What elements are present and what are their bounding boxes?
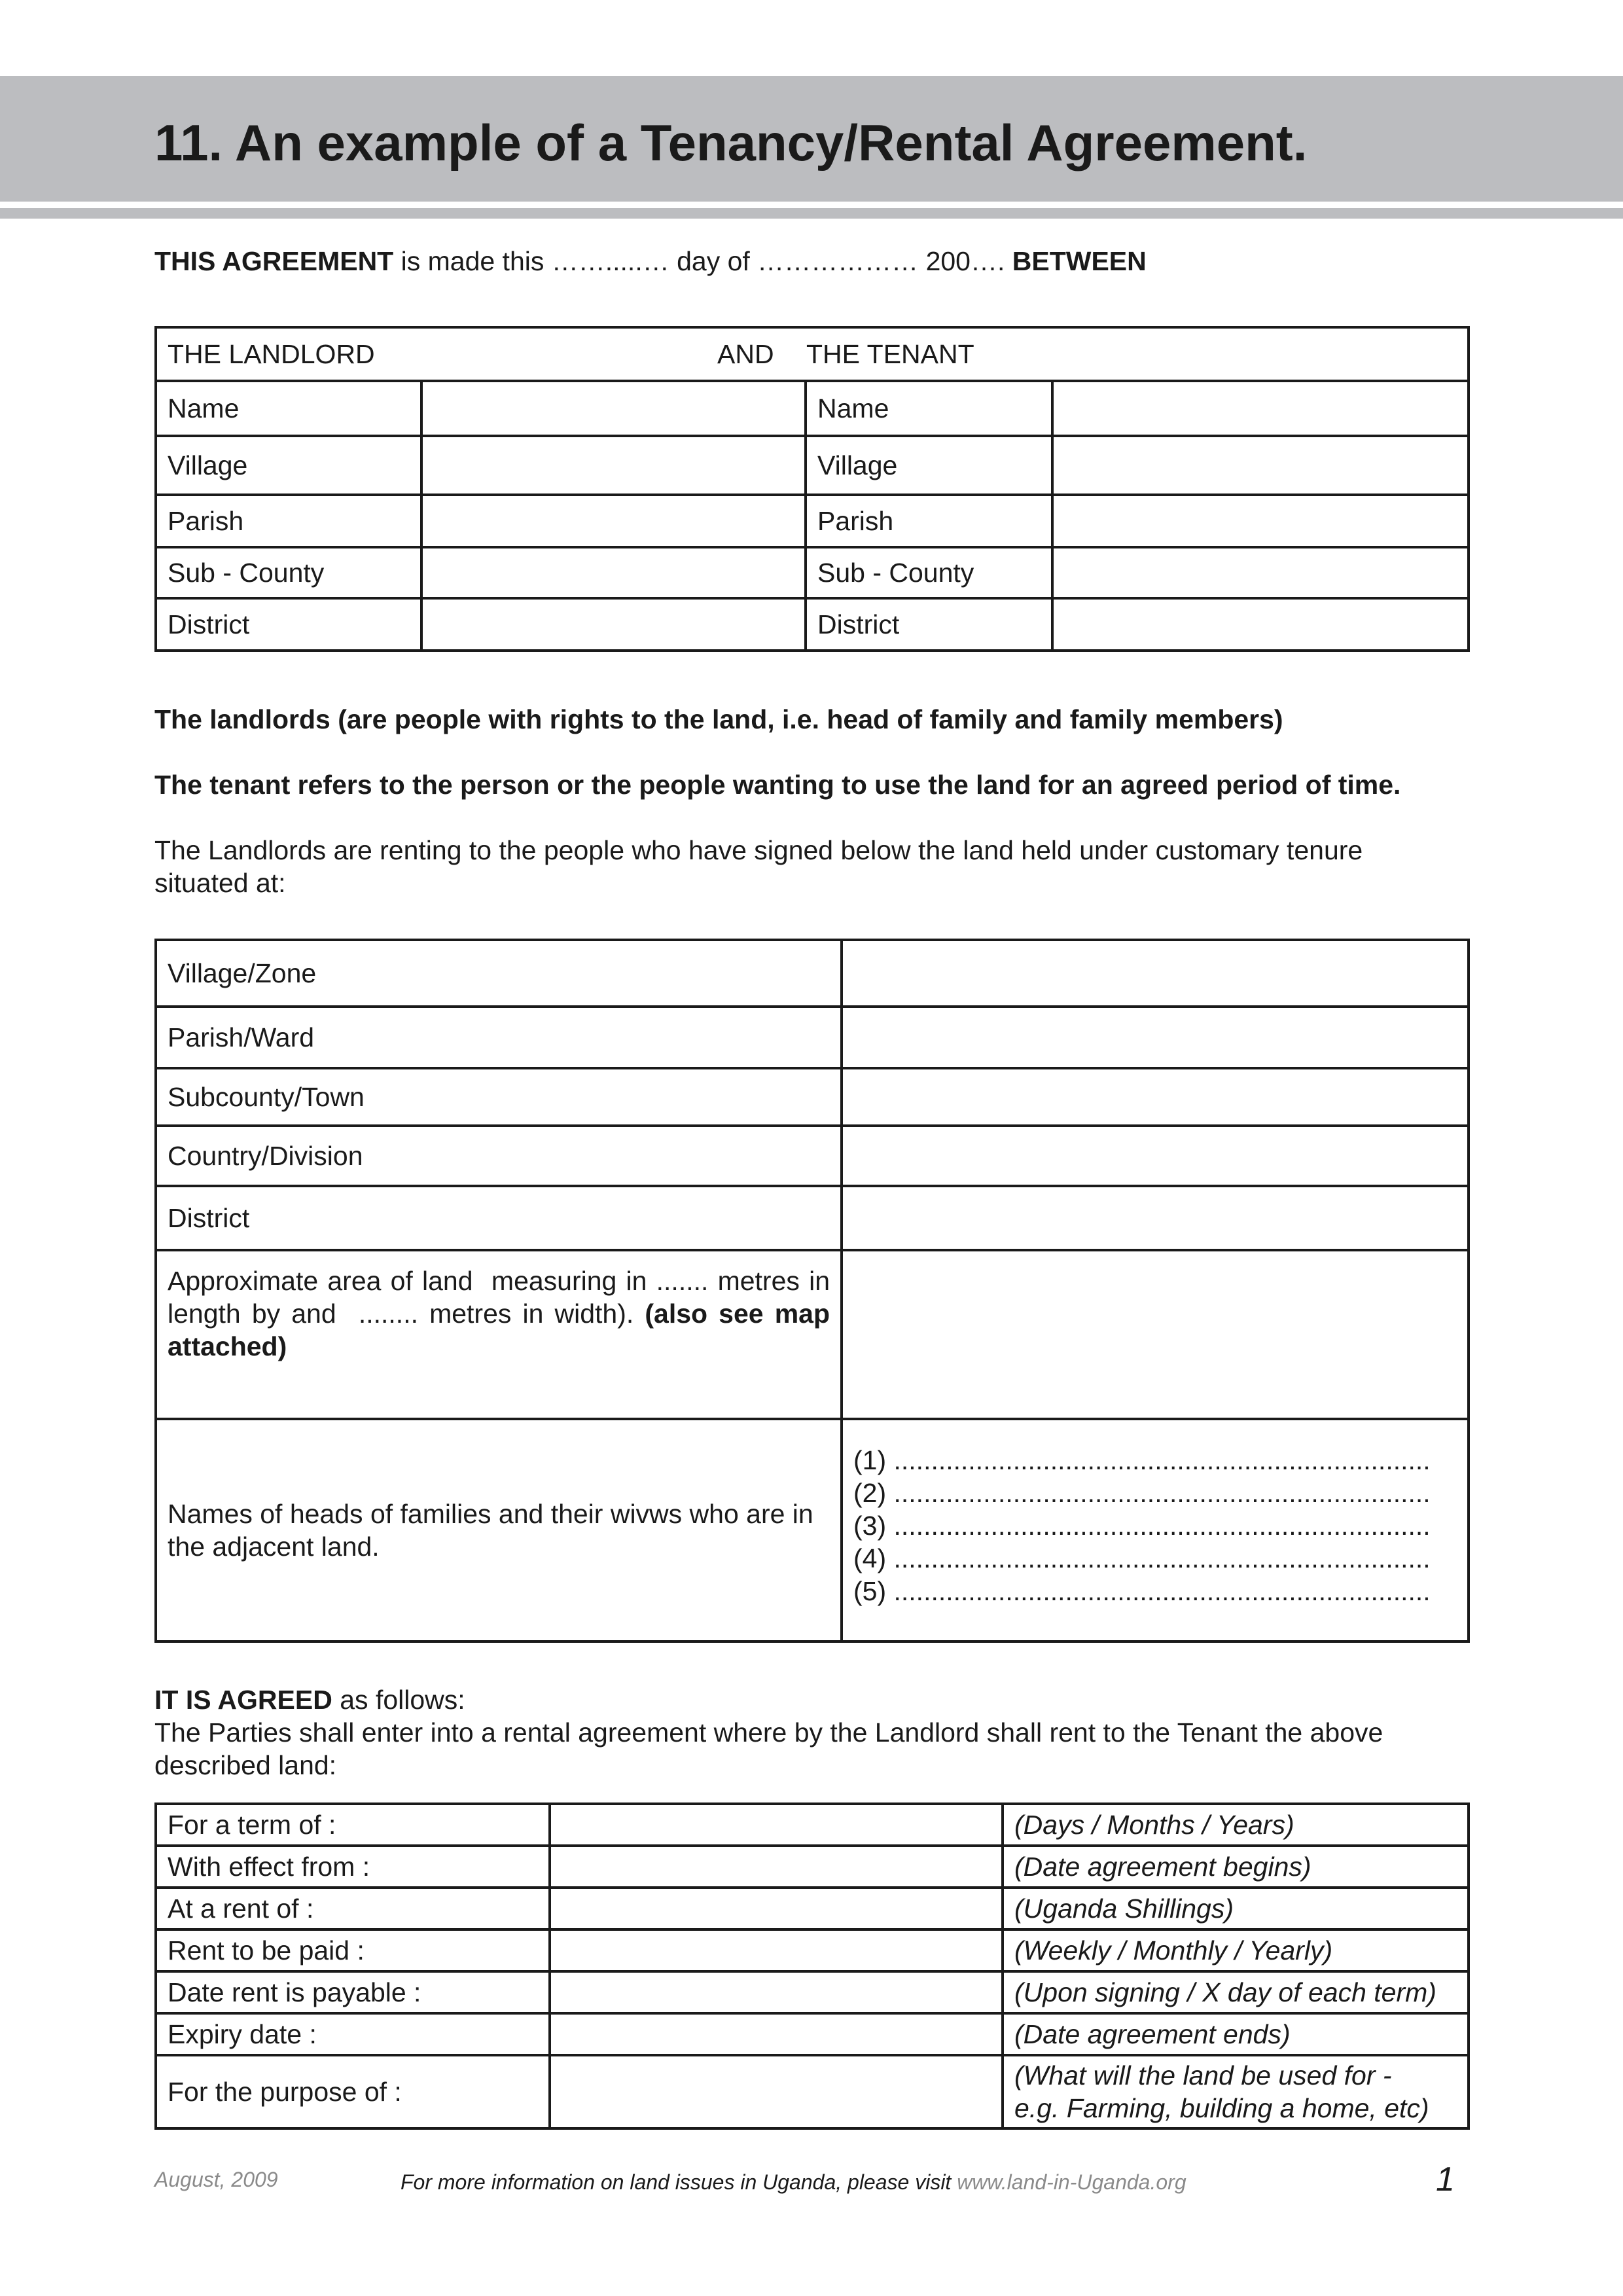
tenant-district-field[interactable] xyxy=(1052,598,1469,651)
purpose-label: For the purpose of : xyxy=(156,2055,550,2128)
intro-line xyxy=(154,245,1147,278)
and-label: AND xyxy=(717,339,774,369)
term-row xyxy=(156,1846,1469,1888)
effect-from-label: With effect from : xyxy=(156,1846,550,1888)
party-row xyxy=(156,436,1469,495)
area-text: Approximate area of land measuring in ....... metres in length by and ........ metres in width). xyxy=(168,1266,838,1329)
rent-frequency-label: Rent to be paid : xyxy=(156,1929,550,1971)
renting-line-2: situated at: xyxy=(154,868,286,898)
tenant-header: THE TENANT xyxy=(806,339,974,369)
neighbours-list xyxy=(842,1419,1469,1641)
payable-date-field[interactable] xyxy=(550,1971,1003,2013)
party-row xyxy=(156,381,1469,436)
area-row xyxy=(156,1250,1469,1419)
footer-date: August, 2009 xyxy=(154,2168,278,2191)
party-row xyxy=(156,547,1469,598)
payable-date-label: Date rent is payable : xyxy=(156,1971,550,2013)
renting-line-1: The Landlords are renting to the people who have signed below the land held under customary tenure xyxy=(154,835,1363,865)
country-division-field[interactable] xyxy=(842,1126,1469,1186)
party-row xyxy=(156,495,1469,547)
landlord-parish-field[interactable] xyxy=(421,495,806,547)
landlord-village-label: Village xyxy=(156,436,421,495)
parish-ward-label: Parish/Ward xyxy=(156,1007,842,1068)
landlord-name-label: Name xyxy=(156,381,421,436)
area-label xyxy=(156,1250,842,1419)
terms-table xyxy=(154,1803,1470,2130)
neighbours-label: Names of heads of families and their wivws who are in the adjacent land. xyxy=(156,1419,842,1641)
expiry-date-field[interactable] xyxy=(550,2013,1003,2055)
parties-table xyxy=(154,326,1470,652)
landlord-subcounty-field[interactable] xyxy=(421,547,806,598)
tenant-definition: The tenant refers to the person or the people wanting to use the land for an agreed period of time. xyxy=(154,770,1401,800)
header-rule xyxy=(0,208,1623,219)
party-row xyxy=(156,598,1469,651)
parties-header-row xyxy=(156,327,1469,381)
rent-note: (Uganda Shillings) xyxy=(1003,1888,1469,1929)
intro-between: BETWEEN xyxy=(1012,246,1147,276)
page-title: 11. An example of a Tenancy/Rental Agreement. xyxy=(154,114,1308,171)
footer-note xyxy=(401,2170,1186,2195)
term-row xyxy=(156,2013,1469,2055)
term-row xyxy=(156,1804,1469,1846)
purpose-field[interactable] xyxy=(550,2055,1003,2128)
neighbour-line-2[interactable]: (2) ........................................................................ xyxy=(853,1478,1431,1508)
tenant-subcounty-label: Sub - County xyxy=(806,547,1052,598)
neighbour-line-3[interactable]: (3) ........................................................................ xyxy=(853,1511,1431,1541)
agreed-text: as follows: xyxy=(332,1685,465,1715)
term-row xyxy=(156,2055,1469,2128)
tenant-parish-label: Parish xyxy=(806,495,1052,547)
subcounty-town-field[interactable] xyxy=(842,1068,1469,1126)
agreed-heading xyxy=(154,1683,465,1716)
parties-header-cell xyxy=(156,327,1469,381)
term-row xyxy=(156,1888,1469,1929)
landlord-subcounty-label: Sub - County xyxy=(156,547,421,598)
district-field[interactable] xyxy=(842,1186,1469,1250)
agreed-line-2: described land: xyxy=(154,1750,337,1780)
term-label: For a term of : xyxy=(156,1804,550,1846)
rent-frequency-note: (Weekly / Monthly / Yearly) xyxy=(1003,1929,1469,1971)
footer-url-link[interactable]: www.land-in-Uganda.org xyxy=(957,2170,1186,2194)
footer-note-text: For more information on land issues in Uganda, please visit xyxy=(401,2170,957,2194)
tenant-parish-field[interactable] xyxy=(1052,495,1469,547)
neighbour-line-4[interactable]: (4) ........................................................................ xyxy=(853,1543,1431,1573)
term-note: (Days / Months / Years) xyxy=(1003,1804,1469,1846)
area-field[interactable] xyxy=(842,1250,1469,1419)
tenant-subcounty-field[interactable] xyxy=(1052,547,1469,598)
neighbour-line-1[interactable]: (1) ........................................................................ xyxy=(853,1445,1431,1475)
agreed-line-1: The Parties shall enter into a rental agreement where by the Landlord shall rent to the Tenant the above xyxy=(154,1717,1383,1748)
tenant-village-label: Village xyxy=(806,436,1052,495)
term-row xyxy=(156,1929,1469,1971)
village-zone-field[interactable] xyxy=(842,940,1469,1007)
expiry-date-note: (Date agreement ends) xyxy=(1003,2013,1469,2055)
neighbours-row xyxy=(156,1419,1469,1641)
area-map-note: (also see map attached) xyxy=(168,1299,830,1361)
purpose-note-line-2: e.g. Farming, building a home, etc) xyxy=(1014,2093,1429,2123)
page-number: 1 xyxy=(1436,2161,1455,2198)
effect-from-note: (Date agreement begins) xyxy=(1003,1846,1469,1888)
landlords-definition: The landlords (are people with rights to the land, i.e. head of family and family members) xyxy=(154,704,1283,734)
parish-ward-field[interactable] xyxy=(842,1007,1469,1068)
tenant-district-label: District xyxy=(806,598,1052,651)
location-row xyxy=(156,1186,1469,1250)
landlord-district-label: District xyxy=(156,598,421,651)
term-row xyxy=(156,1971,1469,2013)
location-row xyxy=(156,1007,1469,1068)
landlord-village-field[interactable] xyxy=(421,436,806,495)
village-zone-label: Village/Zone xyxy=(156,940,842,1007)
intro-text: is made this …….....… day of ……………… 200…. xyxy=(393,246,1012,276)
landlord-district-field[interactable] xyxy=(421,598,806,651)
purpose-note-line-1: (What will the land be used for - xyxy=(1014,2060,1392,2090)
rent-frequency-field[interactable] xyxy=(550,1929,1003,1971)
location-table xyxy=(154,939,1470,1643)
landlord-parish-label: Parish xyxy=(156,495,421,547)
tenant-name-field[interactable] xyxy=(1052,381,1469,436)
intro-bold: THIS AGREEMENT xyxy=(154,246,394,276)
agreed-bold: IT IS AGREED xyxy=(154,1685,332,1715)
location-row xyxy=(156,940,1469,1007)
district-label: District xyxy=(156,1186,842,1250)
rent-field[interactable] xyxy=(550,1888,1003,1929)
term-field[interactable] xyxy=(550,1804,1003,1846)
purpose-note xyxy=(1003,2055,1469,2128)
location-row xyxy=(156,1068,1469,1126)
location-row xyxy=(156,1126,1469,1186)
header-gap xyxy=(0,202,1623,208)
expiry-date-label: Expiry date : xyxy=(156,2013,550,2055)
neighbour-line-5[interactable]: (5) ........................................................................ xyxy=(853,1576,1431,1606)
country-division-label: Country/Division xyxy=(156,1126,842,1186)
rent-label: At a rent of : xyxy=(156,1888,550,1929)
tenant-village-field[interactable] xyxy=(1052,436,1469,495)
landlord-name-field[interactable] xyxy=(421,381,806,436)
tenant-name-label: Name xyxy=(806,381,1052,436)
subcounty-town-label: Subcounty/Town xyxy=(156,1068,842,1126)
payable-date-note: (Upon signing / X day of each term) xyxy=(1003,1971,1469,2013)
effect-from-field[interactable] xyxy=(550,1846,1003,1888)
landlord-header: THE LANDLORD xyxy=(168,339,375,369)
